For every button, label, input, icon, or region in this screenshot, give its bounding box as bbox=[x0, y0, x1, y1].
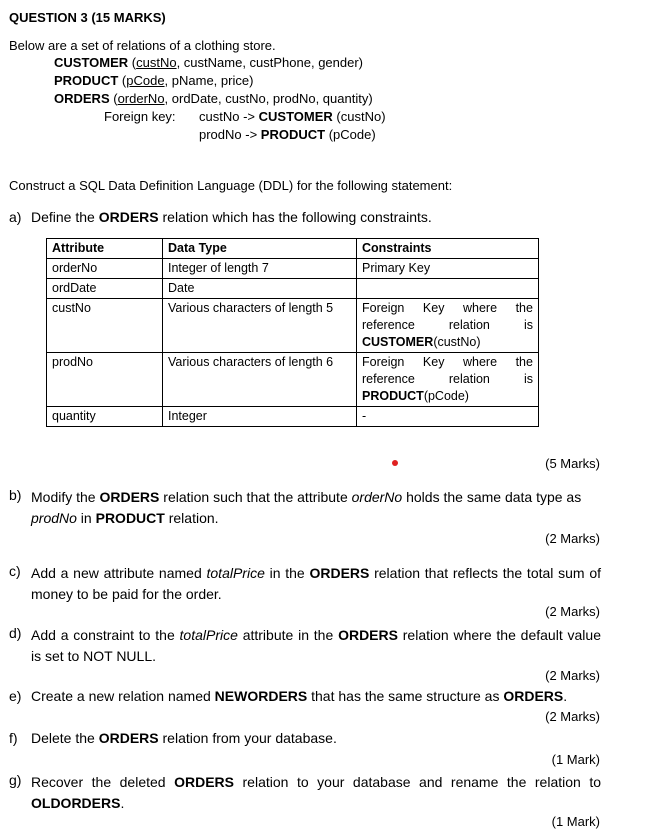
cell-type: Date bbox=[163, 279, 357, 299]
fk-attr: prodNo -> bbox=[199, 127, 258, 142]
part-a-bold: ORDERS bbox=[98, 209, 159, 225]
part-a-text bbox=[31, 209, 432, 225]
part-a-post: relation which has the following constraints. bbox=[158, 209, 432, 225]
header-data-type: Data Type bbox=[163, 239, 357, 259]
constraints-table bbox=[46, 238, 539, 427]
part-d-marks: (2 Marks) bbox=[545, 668, 600, 683]
header-constraints: Constraints bbox=[357, 239, 539, 259]
table-row bbox=[47, 407, 539, 427]
relation-name: PRODUCT bbox=[54, 73, 119, 88]
part-b-marks: (2 Marks) bbox=[545, 531, 600, 546]
foreign-key-2 bbox=[199, 127, 376, 142]
part-e-text: Create a new relation named NEWORDERS that has the same structure as ORDERS. bbox=[31, 688, 568, 704]
constraint-line-2: reference relation is bbox=[362, 318, 533, 332]
part-a-marks: (5 Marks) bbox=[545, 456, 600, 471]
part-f-text: Delete the ORDERS relation from your database. bbox=[31, 730, 337, 746]
foreign-key-label: Foreign key: bbox=[104, 109, 176, 124]
part-g-marks: (1 Mark) bbox=[551, 814, 600, 829]
relation-name: ORDERS bbox=[54, 91, 110, 106]
relation-attrs: , pName, price) bbox=[164, 73, 254, 88]
relation-customer bbox=[54, 55, 363, 70]
part-a-pre: Define the bbox=[31, 209, 99, 225]
table-row bbox=[47, 279, 539, 299]
fk-relation: CUSTOMER bbox=[258, 109, 333, 124]
part-c-label: c) bbox=[9, 563, 21, 579]
table-row bbox=[47, 259, 539, 279]
relation-orders bbox=[54, 91, 373, 106]
intro-text: Below are a set of relations of a clothing store. bbox=[9, 38, 276, 53]
relation-open: ( bbox=[118, 73, 127, 88]
relation-name: CUSTOMER bbox=[54, 55, 129, 70]
constraint-line-1: Foreign Key where the bbox=[362, 301, 533, 315]
cell-attribute: orderNo bbox=[47, 259, 163, 279]
fk-relation: PRODUCT bbox=[260, 127, 326, 142]
fk-ref: (custNo) bbox=[336, 109, 386, 124]
constraint-line-2: reference relation is bbox=[362, 372, 533, 386]
part-b-label: b) bbox=[9, 487, 22, 503]
cell-constraint bbox=[357, 279, 539, 299]
question-title: QUESTION 3 (15 MARKS) bbox=[9, 10, 166, 25]
constraint-line-3: PRODUCT(pCode) bbox=[362, 389, 469, 403]
cell-constraint: - bbox=[357, 407, 539, 427]
fk-attr: custNo -> bbox=[199, 109, 255, 124]
table-row bbox=[47, 353, 539, 407]
relation-attrs: , custName, custPhone, gender) bbox=[176, 55, 364, 70]
cell-type: Various characters of length 6 bbox=[163, 353, 357, 407]
part-d-text: Add a constraint to the totalPrice attribute in the ORDERS relation where the default value is set to NOT NULL. bbox=[31, 627, 601, 664]
part-e-label: e) bbox=[9, 688, 22, 704]
cell-constraint bbox=[357, 353, 539, 407]
part-g-label: g) bbox=[9, 772, 22, 788]
part-b-text: Modify the ORDERS relation such that the attribute orderNo holds the same data type as prodNo in PRODUCT relation. bbox=[31, 489, 582, 526]
cell-type: Various characters of length 5 bbox=[163, 299, 357, 353]
part-d-label: d) bbox=[9, 625, 22, 641]
cell-attribute: ordDate bbox=[47, 279, 163, 299]
header-attribute: Attribute bbox=[47, 239, 163, 259]
fk-ref: (pCode) bbox=[328, 127, 376, 142]
part-e-marks: (2 Marks) bbox=[545, 709, 600, 724]
table-row bbox=[47, 299, 539, 353]
part-g-text: Recover the deleted ORDERS relation to your database and rename the relation to OLDORDERS. bbox=[31, 774, 601, 811]
cell-attribute: custNo bbox=[47, 299, 163, 353]
relation-open: ( bbox=[109, 91, 118, 106]
foreign-key-1 bbox=[199, 109, 386, 124]
relation-key: pCode bbox=[126, 73, 165, 88]
cell-type: Integer of length 7 bbox=[163, 259, 357, 279]
relation-key: orderNo bbox=[117, 91, 165, 106]
cell-type: Integer bbox=[163, 407, 357, 427]
cell-attribute: quantity bbox=[47, 407, 163, 427]
part-f-label: f) bbox=[9, 730, 18, 746]
part-c-marks: (2 Marks) bbox=[545, 604, 600, 619]
cell-constraint: Primary Key bbox=[357, 259, 539, 279]
part-a-label: a) bbox=[9, 209, 22, 225]
constraint-line-3: CUSTOMER(custNo) bbox=[362, 335, 481, 349]
part-c-text: Add a new attribute named totalPrice in the ORDERS relation that reflects the total sum of money to be paid for the order. bbox=[31, 565, 601, 602]
instruction-text: Construct a SQL Data Definition Language (DDL) for the following statement: bbox=[9, 178, 453, 193]
relation-attrs: , ordDate, custNo, prodNo, quantity) bbox=[164, 91, 373, 106]
part-f-marks: (1 Mark) bbox=[551, 752, 600, 767]
relation-open: ( bbox=[128, 55, 137, 70]
cell-attribute: prodNo bbox=[47, 353, 163, 407]
constraint-line-1: Foreign Key where the bbox=[362, 355, 533, 369]
table-header-row bbox=[47, 239, 539, 259]
red-dot-marker bbox=[392, 460, 398, 466]
relation-key: custNo bbox=[136, 55, 177, 70]
relation-product bbox=[54, 73, 253, 88]
cell-constraint bbox=[357, 299, 539, 353]
